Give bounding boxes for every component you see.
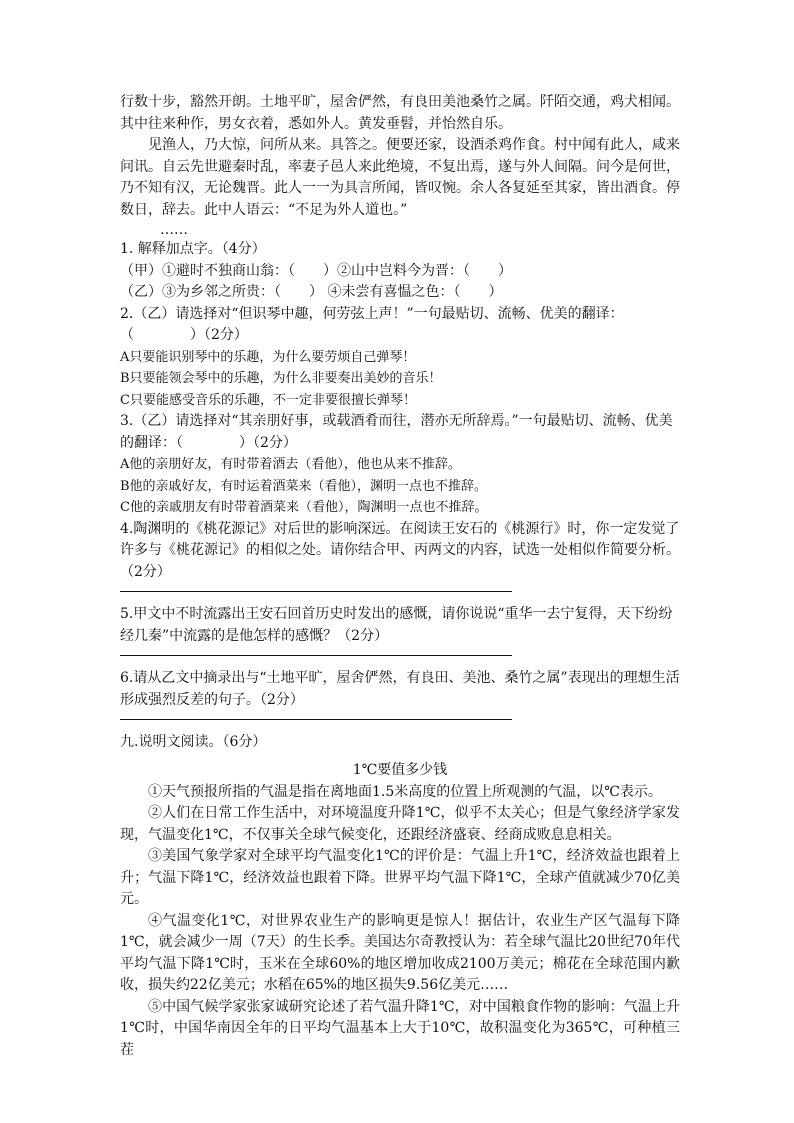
question-6-stem: 6.请从乙文中摘录出与“土地平旷，屋舍俨然，有良田、美池、桑竹之属”表现出的理想生活形成强烈反差的句子。（2分） xyxy=(120,670,680,708)
section-9-heading: 九.说明文阅读。（6分） xyxy=(120,734,267,750)
question-2-option-a: A只要能识别琴中的乐趣，为什么要劳烦自己弹琴！ xyxy=(120,349,416,365)
article-paragraph-3: ③美国气象学家对全球平均气温变化1℃的评价是：气温上升1℃，经济效益也跟着上升；气温下降1℃，经济效益也跟着下降。世界平均气温下降1℃，全球产值就减少70亿美元。 xyxy=(120,848,680,907)
question-2-stem: 2.（乙）请选择对“但识琴中趣，何劳弦上声！”一句最贴切、流畅、优美的翻译： xyxy=(120,305,624,322)
question-1-line-2: （乙）③为乡邻之所贵：（ ） ④未尝有喜愠之色：（ ） xyxy=(120,284,503,300)
answer-line-5 xyxy=(120,655,512,656)
question-1-line-1: （甲）①避时不独商山翁：（ ）②山中岂料今为晋：（ ） xyxy=(120,262,512,279)
story-ellipsis: …… xyxy=(160,222,188,238)
answer-line-6 xyxy=(120,719,512,720)
question-5-stem: 5.甲文中不时流露出王安石回首历史时发出的感慨，请你说说“重华一去宁复得，天下纷纷经几秦”中流露的是他怎样的感慨？（2分） xyxy=(120,606,673,644)
question-3-stem: 3.（乙）请选择对“其亲朋好事，或载酒肴而往，潜亦无所辞焉。”一句最贴切、流畅、优美的翻译：（ ）（2分） xyxy=(120,413,673,451)
question-3-option-a: A他的亲朋好友，有时带着酒去（看他），他也从来不推辞。 xyxy=(120,457,461,472)
question-2-blank: （ ）（2分） xyxy=(120,327,248,343)
article-paragraph-5: ⑤中国气候学家张家诚研究论述了若气温升降1℃，对中国粮食作物的影响：气温上升1℃时，中国华南因全年的日平均气温基本上大于10℃，故积温变化为365℃，可种植三茬 xyxy=(120,998,680,1058)
article-title: 1℃要值多少钱 xyxy=(352,761,448,778)
question-1-stem: 1. 解释加点字。（4分） xyxy=(120,241,266,257)
story-paragraph-2: 见渔人，乃大惊，问所从来。具答之。便要还家，设酒杀鸡作食。村中闻有此人，咸来问讯。自云先世避秦时乱，率妻子邑人来此绝境，不复出焉，遂与外人间隔。问今是何世，乃不知有汉，无论魏晋。此人一一为具言所闻，皆叹惋。余人各复延至其家，皆出酒食。停数日，辞去。此中人语云：“不足为外人道也。” xyxy=(120,137,680,218)
article-paragraph-4: ④气温变化1℃，对世界农业生产的影响更是惊人！据估计，农业生产区气温每下降1℃，就会减少一周（7天）的生长季。美国达尔奇教授认为：若全球气温比20世纪70年代平均气温下降1℃时，玉米在全球60%的地区增加收成2100万美元；棉花在全球范围内歉收，损失约22亿美元；水稻在65%的地区损失9.56亿美元…… xyxy=(120,912,680,993)
article-paragraph-1: ①天气预报所指的气温是指在离地面1.5米高度的位置上所观测的气温，以℃表示。 xyxy=(148,783,662,800)
question-2-option-c: C只要能感受音乐的乐趣，不一定非要很擅长弹琴！ xyxy=(120,392,416,408)
question-2-option-b: B只要能领会琴中的乐趣，为什么非要奏出美妙的音乐！ xyxy=(120,371,442,386)
question-3-option-b: B他的亲戚好友，有时运着酒菜来（看他），渊明一点也不推辞。 xyxy=(120,478,488,494)
story-paragraph-1: 行数十步，豁然开朗。土地平旷，屋舍俨然，有良田美池桑竹之属。阡陌交通，鸡犬相闻。其中往来种作，男女衣着，悉如外人。黄发垂髫，并怡然自乐。 xyxy=(120,94,680,132)
document-page xyxy=(120,92,680,1061)
answer-line-4 xyxy=(120,591,512,592)
question-3-option-c: C他的亲戚朋友有时带着酒菜来（看他），陶渊明一点也不推辞。 xyxy=(120,500,488,515)
article-paragraph-2: ②人们在日常工作生活中，对环境温度升降1℃，似乎不太关心；但是气象经济学家发现，气温变化1℃，不仅事关全球气候变化，还跟经济盛衰、经商成败息息相关。 xyxy=(120,805,680,843)
question-4-stem: 4.陶渊明的《桃花源记》对后世的影响深远。在阅读王安石的《桃源行》时，你一定发觉了许多与《桃花源记》的相似之处。请你结合甲、丙两文的内容，试选一处相似作简要分析。（2分） xyxy=(120,520,680,580)
